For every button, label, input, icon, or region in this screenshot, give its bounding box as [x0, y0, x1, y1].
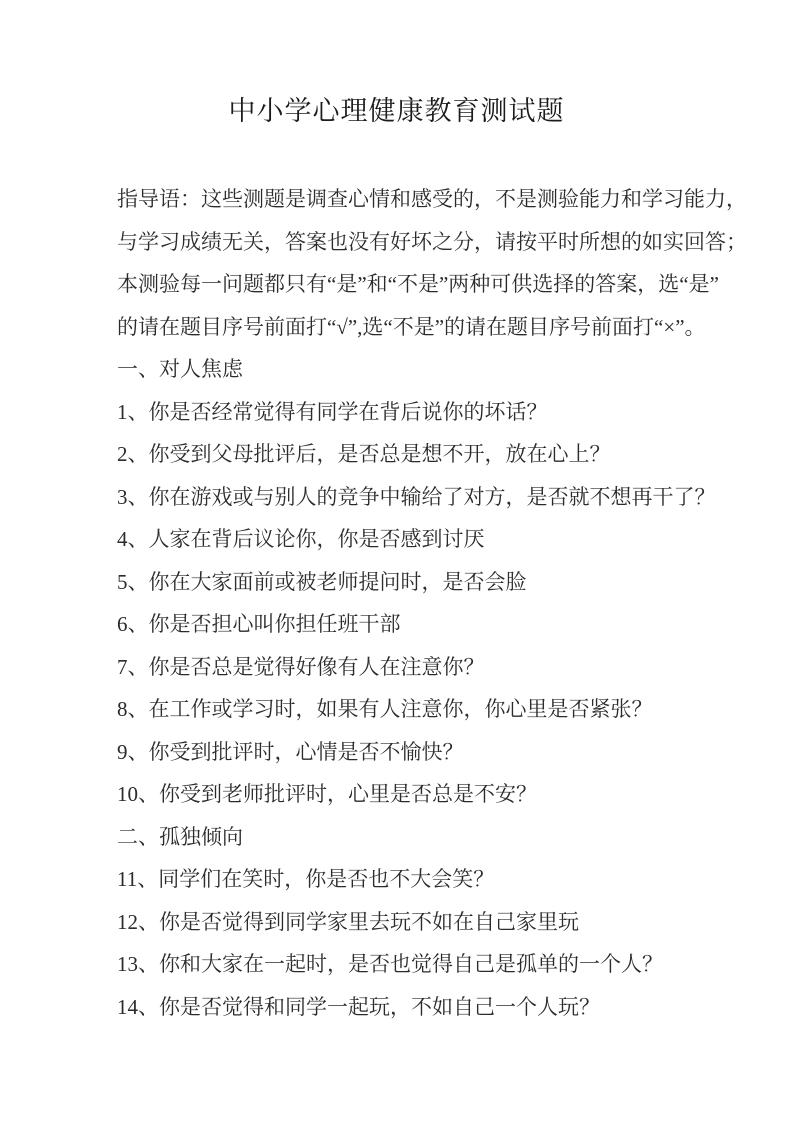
question-2: 2、你受到父母批评后，是否总是想不开，放在心上？ [117, 442, 611, 466]
question-10: 10、你受到老师批评时，心里是否总是不安？ [117, 782, 537, 806]
document-body [0, 178, 793, 1028]
section-heading-2: 二、孤独倾向 [117, 824, 243, 849]
question-13: 13、你和大家在一起时，是否也觉得自己是孤单的一个人？ [117, 952, 663, 976]
section-heading-1: 一、对人焦虑 [117, 357, 243, 381]
question-5: 5、你在大家面前或被老师提问时，是否会脸 [117, 569, 527, 594]
question-11: 11、同学们在笑时，你是否也不大会笑？ [117, 867, 495, 891]
question-7: 7、你是否总是觉得好像有人在注意你？ [117, 654, 485, 679]
question-14: 14、你是否觉得和同学一起玩，不如自己一个人玩？ [117, 994, 600, 1019]
question-4: 4、人家在背后议论你，你是否感到讨厌 [117, 527, 485, 551]
question-12: 12、你是否觉得到同学家里去玩不如在自己家里玩 [117, 909, 579, 934]
question-1: 1、你是否经常觉得有同学在背后说你的坏话？ [117, 399, 548, 424]
instruction-line-4: 的请在题目序号前面打“√”,选“不是”的请在题目序号前面打“×”。 [117, 314, 706, 339]
instruction-line-1: 指导语：这些测题是调查心情和感受的，不是测验能力和学习能力， [117, 187, 747, 211]
question-3: 3、你在游戏或与别人的竞争中输给了对方，是否就不想再干了？ [117, 484, 716, 509]
document-title: 中小学心理健康教育测试题 [228, 96, 565, 126]
question-6: 6、你是否担心叫你担任班干部 [117, 612, 401, 636]
question-8: 8、在工作或学习时，如果有人注意你，你心里是否紧张？ [117, 697, 653, 721]
instruction-line-2: 与学习成绩无关，答案也没有好坏之分，请按平时所想的如实回答； [117, 229, 747, 254]
instruction-line-3: 本测验每一问题都只有“是”和“不是”两种可供选择的答案，选“是” [117, 272, 719, 296]
question-9: 9、你受到批评时，心情是否不愉快？ [117, 739, 464, 764]
